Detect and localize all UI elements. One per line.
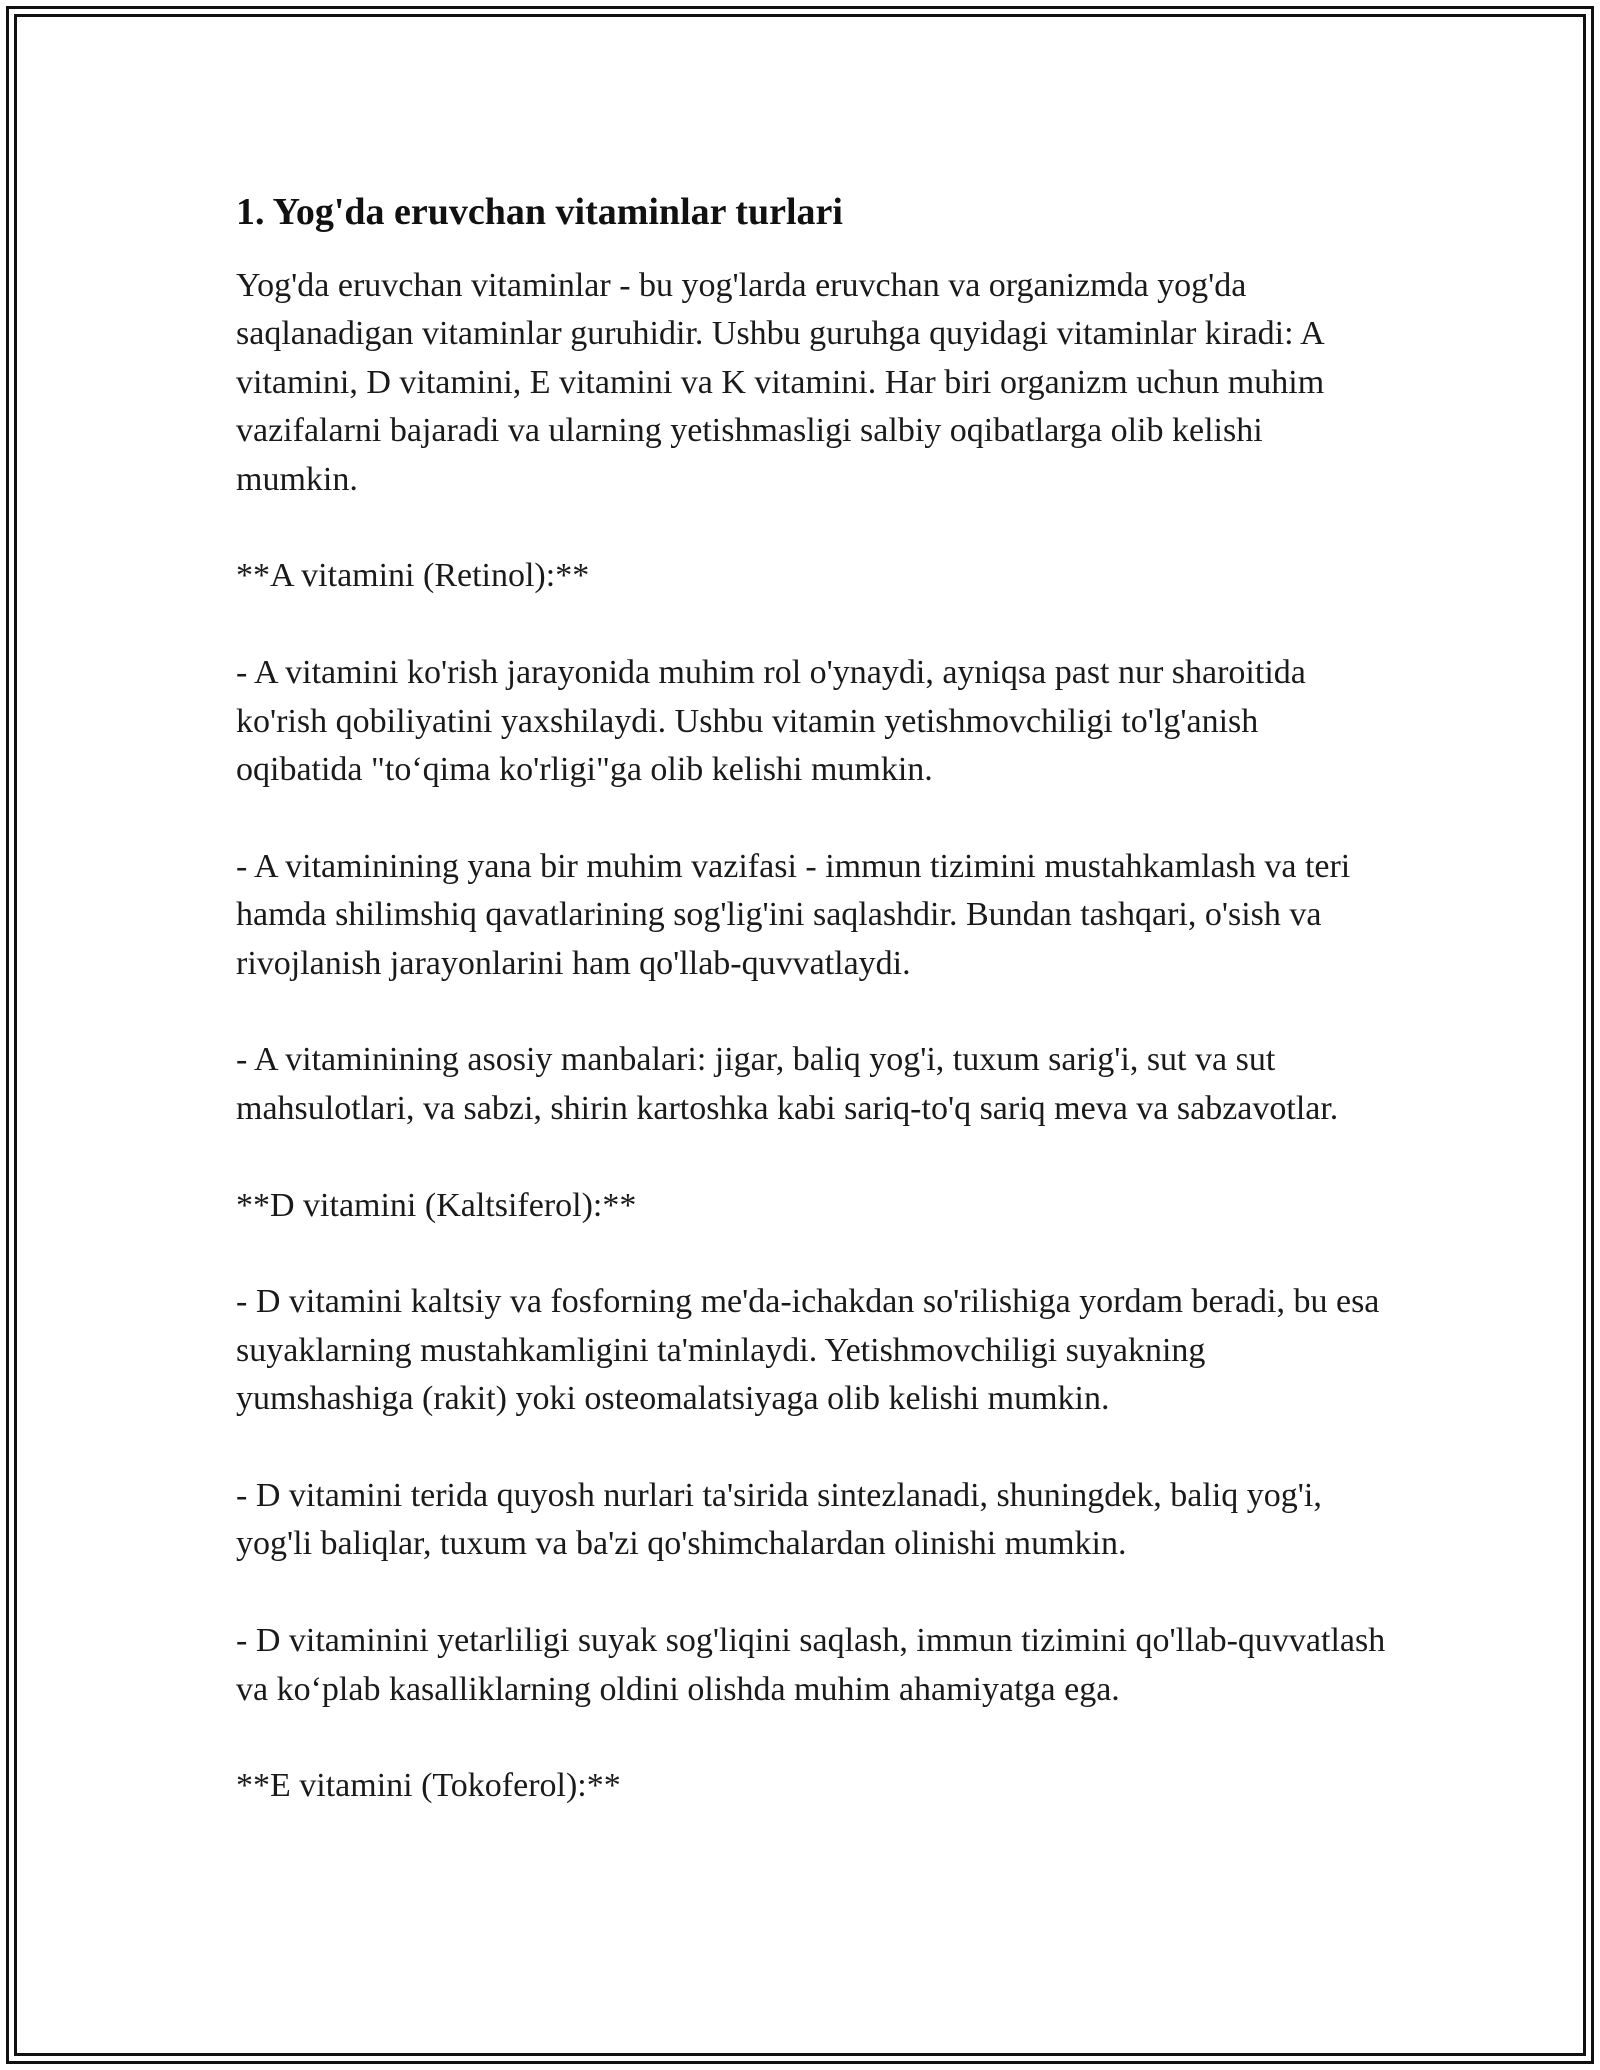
vitamin-a-point-immunity: - A vitaminining yana bir muhim vazifasi - immun tizimini mustahkamlash va teri hamda shilimshiq qavatlarining sog'lig'ini saqlashdir. Bundan tashqari, o'sish va rivojlanish jarayonlarini ham qo'llab-quvvatlaydi.	[236, 847, 1351, 982]
intro-paragraph: Yog'da eruvchan vitaminlar - bu yog'larda eruvchan va organizmda yog'da saqlanadigan vitaminlar guruhidir. Ushbu guruhga quyidagi vitaminlar kiradi: A vitamini, D vitamini, E vitamini va K vitamini. Har biri organizm uchun muhim vazifalarni bajaradi va ularning yetishmasligi salbiy oqibatlarga olib kelishi mumkin.	[236, 267, 1325, 498]
vitamin-d-title: **D vitamini (Kaltsiferol):**	[236, 1186, 637, 1224]
vitamin-a-title: **A vitamini (Retinol):**	[236, 557, 590, 595]
vitamin-a-point-vision: - A vitamini ko'rish jarayonida muhim rol o'ynaydi, ayniqsa past nur sharoitida ko'rish qobiliyatini yaxshilaydi. Ushbu vitamin yetishmovchiligi to'lg'anish oqibatida "to‘qima ko'rligi"ga olib kelishi mumkin.	[236, 654, 1306, 789]
section-heading: 1. Yog'da eruvchan vitaminlar turlari	[236, 191, 843, 233]
vitamin-e-title: **E vitamini (Tokoferol):**	[236, 1767, 621, 1805]
document-body	[236, 188, 1386, 1859]
vitamin-d-point-sources: - D vitamini terida quyosh nurlari ta'sirida sintezlanadi, shuningdek, baliq yog'i, yog'li baliqlar, tuxum va ba'zi qo'shimchalardan olinishi mumkin.	[236, 1477, 1322, 1563]
vitamin-a-point-sources: - A vitaminining asosiy manbalari: jigar, baliq yog'i, tuxum sarig'i, sut va sut mahsulotlari, va sabzi, shirin kartoshka kabi sariq-to'q sariq meva va sabzavotlar.	[236, 1041, 1339, 1127]
vitamin-d-point-importance: - D vitaminini yetarliligi suyak sog'liqini saqlash, immun tizimini qo'llab-quvvatlash va ko‘plab kasalliklarning oldini olishda muhim ahamiyatga ega.	[236, 1622, 1386, 1708]
vitamin-d-point-absorption: - D vitamini kaltsiy va fosforning me'da-ichakdan so'rilishiga yordam beradi, bu esa suyaklarning mustahkamligini ta'minlaydi. Yetishmovchiligi suyakning yumshashiga (rakit) yoki osteomalatsiyaga olib kelishi mumkin.	[236, 1283, 1380, 1418]
